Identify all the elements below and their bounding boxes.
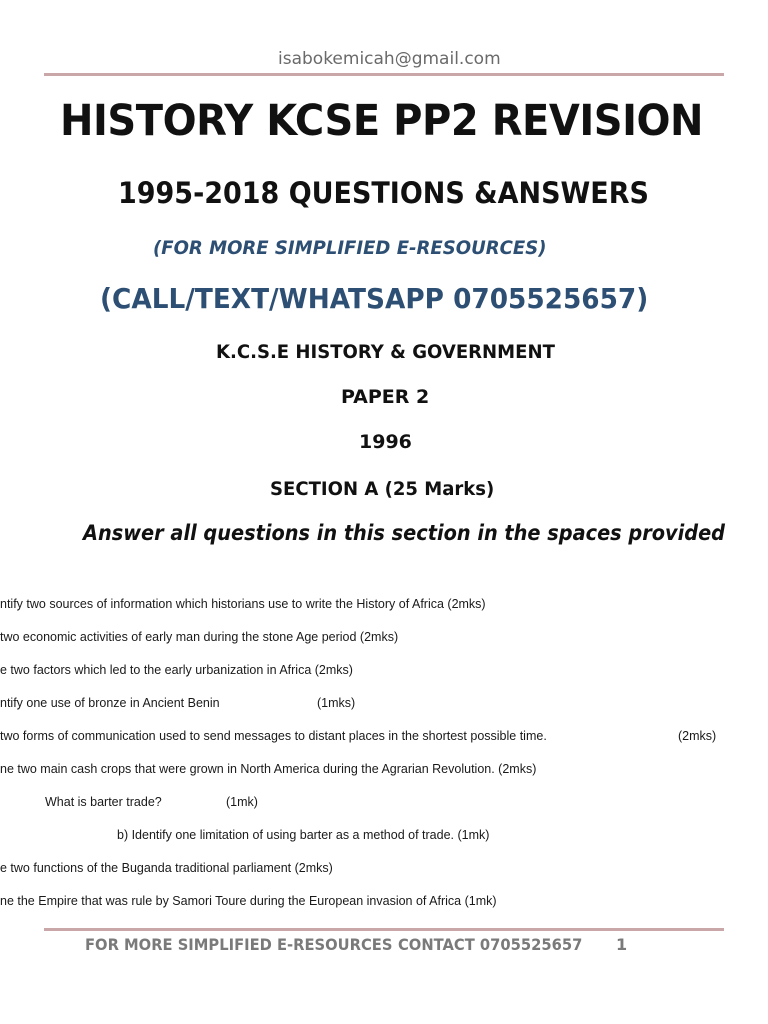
section-instruction: Answer all questions in this section in the spaces provided <box>83 521 726 545</box>
document-subtitle: 1995-2018 QUESTIONS &ANSWERS <box>118 176 649 210</box>
question-item: two economic activities of early man during the stone Age period (2mks) <box>0 630 399 644</box>
promo-text: (FOR MORE SIMPLIFIED E-RESOURCES) <box>153 237 547 259</box>
header-divider <box>44 73 724 76</box>
question-item: ntify two sources of information which historians use to write the History of Africa (2mks) <box>0 597 486 611</box>
contact-text: (CALL/TEXT/WHATSAPP 0705525657) <box>100 282 649 315</box>
exam-paper: PAPER 2 <box>341 386 430 408</box>
footer-text: FOR MORE SIMPLIFIED E-RESOURCES <box>85 935 393 954</box>
document-title: HISTORY KCSE PP2 REVISION <box>60 96 704 146</box>
question-item: What is barter trade? <box>45 795 162 809</box>
question-marks: (1mk) <box>226 795 258 809</box>
question-item: two forms of communication used to send messages to distant places in the shortest possible time. <box>0 729 547 743</box>
question-item: b) Identify one limitation of using barter as a method of trade. (1mk) <box>117 828 490 842</box>
question-item: e two functions of the Buganda traditional parliament (2mks) <box>0 861 333 875</box>
question-item: ne the Empire that was rule by Samori Toure during the European invasion of Africa (1mk) <box>0 894 497 908</box>
page-number: 1 <box>616 935 628 954</box>
exam-year: 1996 <box>359 431 412 453</box>
footer-contact: CONTACT 0705525657 <box>398 935 583 954</box>
section-heading: SECTION A (25 Marks) <box>270 478 495 500</box>
footer-divider <box>44 928 724 931</box>
question-marks: (2mks) <box>678 729 717 743</box>
question-marks: (1mks) <box>317 696 356 710</box>
question-item: ne two main cash crops that were grown in North America during the Agrarian Revolution. (2mks) <box>0 762 537 776</box>
exam-name: K.C.S.E HISTORY & GOVERNMENT <box>216 341 555 363</box>
question-item: ntify one use of bronze in Ancient Benin <box>0 696 220 710</box>
question-item: e two factors which led to the early urbanization in Africa (2mks) <box>0 663 353 677</box>
header-email: isabokemicah@gmail.com <box>278 49 501 69</box>
